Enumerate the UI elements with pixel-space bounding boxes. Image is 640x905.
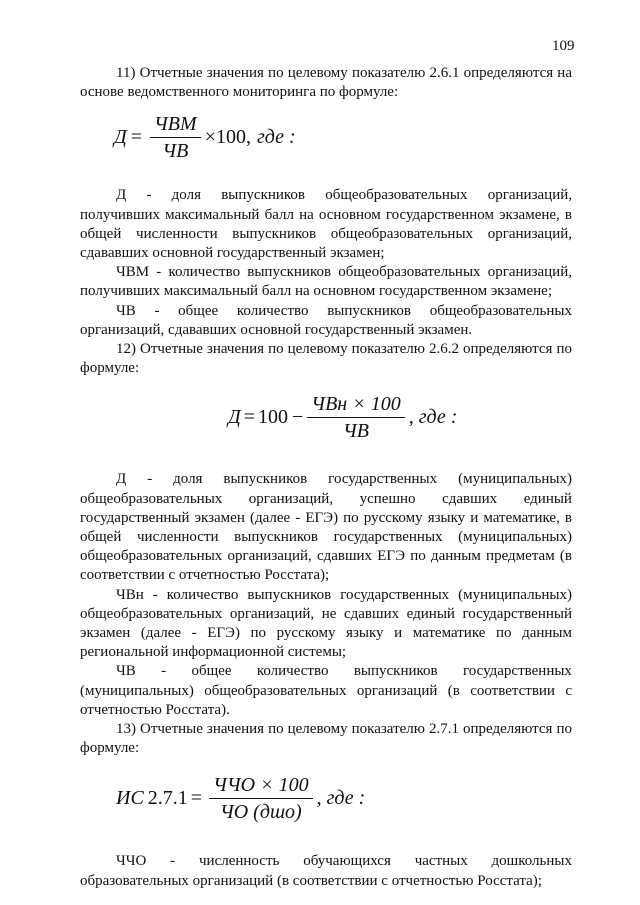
def-chcho-word: обучающихся (303, 853, 391, 870)
formula-fraction (209, 774, 313, 823)
formula-lhs: ИС (116, 786, 144, 809)
def-d-dash: - (146, 187, 152, 204)
formula-lhs: Д (228, 405, 241, 428)
formula-index: 2.7.1 (147, 786, 188, 809)
formula-denominator: ЧВ (162, 139, 189, 162)
def-chv-word: выпускников (327, 302, 411, 319)
def-d-rest: получивших максимальный балл на основном государственном экзамене, в общей численности выпускников общеобразовательных организаций, сдававших основной государственный экзамен; (80, 206, 572, 262)
def-d2-word: - (147, 471, 153, 488)
def-d2-word: единый (523, 490, 572, 507)
def-chvn: ЧВн - количество выпускников государственных (муниципальных) общеобразовательных организаций, не сдавших единый государственный экзамен (далее - ЕГЭ) по русскому языку и математике по данным региональной информационной системы; (80, 586, 572, 661)
formula-tail: , где : (408, 405, 458, 428)
def-d-term: Д (116, 187, 127, 204)
def-d2-line1 (80, 470, 572, 489)
def-d2-word: выпускников (223, 471, 308, 488)
formula-constant: 100 (258, 405, 289, 428)
formula-2-6-2 (228, 378, 572, 456)
def-chv2-word: государственных (462, 663, 572, 680)
formula-equals: = (243, 405, 256, 428)
item13-intro: 13) Отчетные значения по целевому показателю 2.7.1 определяются по формуле: (80, 721, 572, 757)
formula-equals: = (130, 125, 143, 148)
def-chvm: ЧВМ - количество выпускников общеобразовательных организаций, получивших максимальный балл на основном государственном экзамене; (80, 264, 572, 300)
formula-numerator: ЧЧО × 100 (209, 774, 313, 799)
formula-times: × (204, 125, 216, 148)
def-d2-word: (муниципальных) (458, 471, 572, 488)
formula-fraction (307, 393, 404, 442)
def-chcho-word: численность (199, 853, 280, 870)
def-d-word: выпускников (221, 187, 306, 204)
formula-fraction (150, 113, 201, 162)
def-chv-word: общее (178, 302, 219, 319)
def-chcho-word: частных (414, 853, 468, 870)
formula-2-7-1 (116, 758, 572, 838)
def-chcho-word: - (170, 853, 176, 870)
formula-lhs: Д (114, 125, 127, 148)
formula-numerator: ЧВМ (150, 113, 201, 138)
def-d2-line2 (80, 490, 572, 509)
def-chv-word: - (154, 302, 160, 319)
formula-equals: = (190, 786, 203, 809)
def-d2-rest: государственный экзамен (далее - ЕГЭ) по русскому языку и математике, в общей численности выпускников государственных (муниципальных) общеобразовательных организаций, сдавших ЕГЭ по данным предметам (в соответствии с отчетностью Росстата); (80, 509, 572, 584)
def-d-line1 (80, 186, 572, 205)
formula-constant: 100, (215, 125, 251, 148)
def-chv-rest: организаций, сдававших основной государственный экзамен. (80, 321, 473, 338)
def-chv2-word: ЧВ (116, 663, 136, 680)
def-chv2-word: количество (256, 663, 329, 680)
def-d-word: общеобразовательных (325, 187, 468, 204)
def-d2-word: доля (173, 471, 203, 488)
def-d2-word: государственных (328, 471, 438, 488)
def-chv2-word: общее (191, 663, 232, 680)
def-d-word: организаций, (487, 187, 572, 204)
def-chcho-rest: образовательных организаций (в соответствии с отчетностью Росстата); (80, 872, 542, 889)
def-d-word: доля (171, 187, 201, 204)
def-d2-word: организаций, (248, 490, 334, 507)
formula-denominator: ЧО (дшо) (219, 800, 302, 823)
document-body (80, 64, 572, 891)
def-chcho-line1 (80, 852, 572, 871)
def-chv2-word: выпускников (353, 663, 438, 680)
formula-tail: где : (256, 125, 296, 148)
def-chv-word: ЧВ (116, 302, 136, 319)
def-chcho-word: дошкольных (491, 853, 572, 870)
def-chv-word: общеобразовательных (429, 302, 572, 319)
formula-tail: , где : (316, 786, 366, 809)
formula-denominator: ЧВ (343, 419, 369, 442)
def-chv2-line1 (80, 662, 572, 681)
def-chv2-word: - (161, 663, 167, 680)
def-chv-word: количество (236, 302, 309, 319)
formula-2-6-1 (114, 102, 572, 172)
def-chv-line1 (80, 302, 572, 321)
formula-numerator: ЧВн × 100 (307, 393, 404, 418)
def-chcho-word: ЧЧО (116, 853, 147, 870)
def-d2-word: общеобразовательных (80, 490, 223, 507)
def-d2-word: сдавших (442, 490, 498, 507)
page-number: 109 (552, 38, 575, 54)
def-chv2-rest: (муниципальных) общеобразовательных организаций (в соответствии с отчетностью Росстата). (80, 682, 572, 718)
formula-minus: − (292, 405, 304, 428)
def-d2-word: Д (116, 471, 127, 488)
def-d2-word: успешно (359, 490, 416, 507)
item12-intro: 12) Отчетные значения по целевому показателю 2.6.2 определяются по формуле: (80, 341, 572, 377)
item11-intro: 11) Отчетные значения по целевому показателю 2.6.1 определяются на основе ведомственного мониторинга по формуле: (80, 65, 572, 101)
